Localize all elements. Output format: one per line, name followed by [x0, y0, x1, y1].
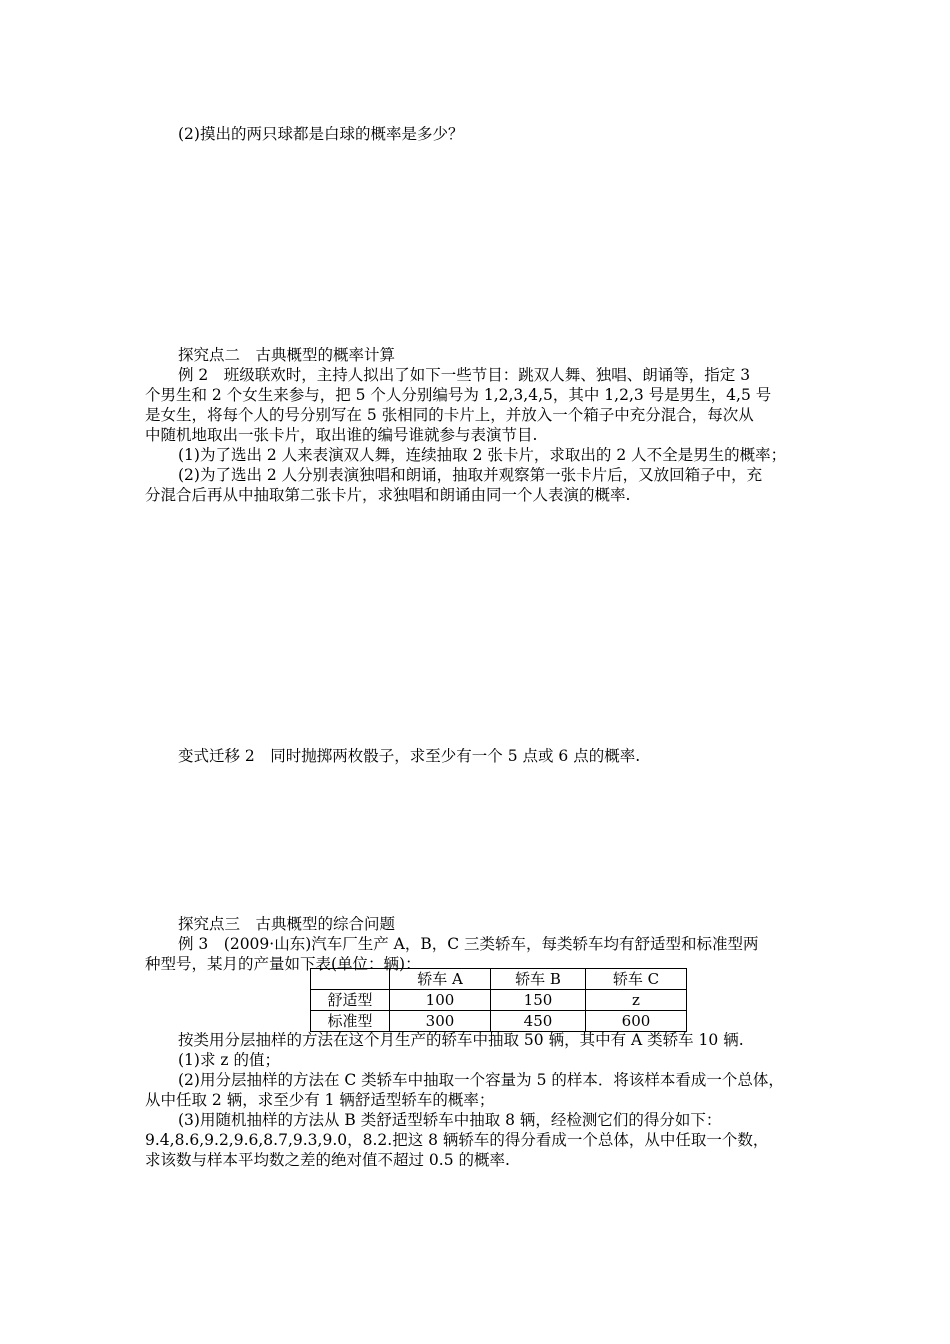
example-2-sub-2-line-1: (2)为了选出 2 人分别表演独唱和朗诵，抽取并观察第一张卡片后，又放回箱子中，充	[178, 466, 763, 484]
example-2-line-3: 是女生，将每个人的号分别写在 5 张相同的卡片上，并放入一个箱子中充分混合，每次从	[145, 406, 754, 424]
table-cell: 舒适型	[311, 990, 390, 1011]
table-header-cell: 轿车 A	[390, 969, 491, 990]
example-2-line-4: 中随机地取出一张卡片，取出谁的编号谁就参与表演节目.	[145, 426, 538, 444]
table-cell: 100	[390, 990, 491, 1011]
table-header-row	[311, 969, 687, 990]
after-table-text: 按类用分层抽样的方法在这个月生产的轿车中抽取 50 辆，其中有 A 类轿车 10 辆.	[178, 1031, 744, 1049]
table-header-cell: 轿车 B	[491, 969, 586, 990]
table-cell: 450	[491, 1011, 586, 1032]
table-header-cell: 轿车 C	[586, 969, 687, 990]
table-row	[311, 990, 687, 1011]
example-3-q3-line-3: 求该数与样本平均数之差的绝对值不超过 0.5 的概率.	[145, 1151, 510, 1169]
example-2-sub-2-line-2: 分混合后再从中抽取第二张卡片，求独唱和朗诵由同一个人表演的概率.	[145, 486, 631, 504]
example-3-q2-line-1: (2)用分层抽样的方法在 C 类轿车中抽取一个容量为 5 的样本．将该样本看成一个总体，	[178, 1071, 784, 1089]
example-3-q1: (1)求 z 的值；	[178, 1051, 280, 1069]
table-cell: 300	[390, 1011, 491, 1032]
table-row	[311, 1011, 687, 1032]
example-2-line-1: 例 2 班级联欢时，主持人拟出了如下一些节目：跳双人舞、独唱、朗诵等，指定 3	[178, 366, 751, 384]
example-3-line-2: 种型号，某月的产量如下表(单位：辆)：	[145, 955, 421, 973]
example-3-q3-line-1: (3)用随机抽样的方法从 B 类舒适型轿车中抽取 8 辆，经检测它们的得分如下：	[178, 1111, 722, 1129]
question-part-2: (2)摸出的两只球都是白球的概率是多少？	[178, 125, 464, 143]
example-3-q3-line-2: 9.4,8.6,9.2,9.6,8.7,9.3,9.0，8.2.把这 8 辆轿车的得分看成一个总体，从中任取一个数，	[145, 1131, 769, 1149]
section-2-title: 探究点二 古典概型的概率计算	[178, 346, 396, 364]
table-cell: z	[586, 990, 687, 1011]
table-cell: 150	[491, 990, 586, 1011]
example-2-sub-1: (1)为了选出 2 人来表演双人舞，连续抽取 2 张卡片，求取出的 2 人不全是男生的概率；	[178, 446, 787, 464]
table-header-cell	[311, 969, 390, 990]
production-table	[310, 968, 687, 1032]
table-cell: 标准型	[311, 1011, 390, 1032]
example-3-line-1: 例 3 (2009·山东)汽车厂生产 A，B，C 三类轿车，每类轿车均有舒适型和标准型两	[178, 935, 759, 953]
variant-exercise-2: 变式迁移 2 同时抛掷两枚骰子，求至少有一个 5 点或 6 点的概率.	[178, 747, 641, 765]
section-3-title: 探究点三 古典概型的综合问题	[178, 915, 396, 933]
example-2-line-2: 个男生和 2 个女生来参与，把 5 个人分别编号为 1,2,3,4,5，其中 1,2,3 号是男生，4,5 号	[145, 386, 772, 404]
example-3-q2-line-2: 从中任取 2 辆，求至少有 1 辆舒适型轿车的概率；	[145, 1091, 495, 1109]
table-cell: 600	[586, 1011, 687, 1032]
